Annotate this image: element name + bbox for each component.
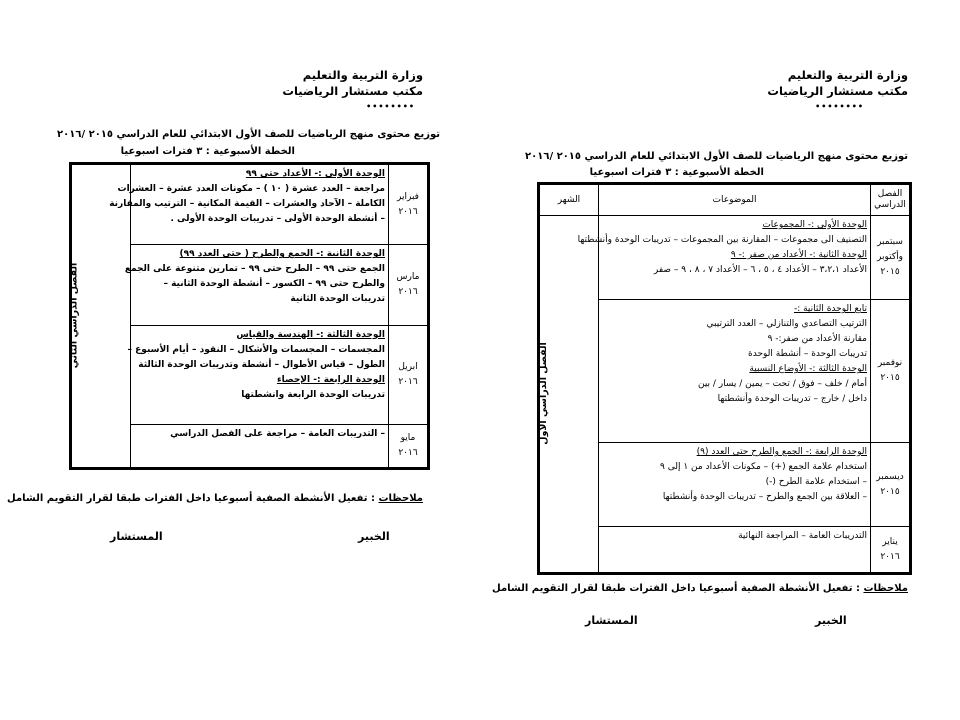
topic-line: تدريبات الوحدة – أنشطة الوحدة [748, 349, 867, 360]
topic-line: الأعداد ٣،٢،١ – الأعداد ٤ ، ٥ ، ٦ – الأعداد ٧ ، ٨ ، ٩ – صفر [653, 265, 867, 275]
unit-heading: الوحدة الأولى :- الأعداد حتى ٩٩ [245, 169, 385, 179]
month-label: ٢٠١٥ [880, 267, 900, 278]
month-label: ٢٠١٦ [880, 551, 900, 562]
month-cell [871, 216, 911, 300]
topic-line: الجمع حتى ٩٩ – الطرح حتى ٩٩ – تمارين متنوعة على الجمع [124, 264, 385, 275]
unit-heading: الوحدة الثالثة :- الهندسة والقياس [236, 329, 385, 340]
right-plan-table [537, 182, 912, 575]
topic-line: التصنيف الى مجموعات – المقارنة بين المجموعات – تدريبات الوحدة وأنشطتها [577, 235, 867, 245]
topic-line: أمام / خلف – فوق / تحت – يمين / يسار / بين [697, 379, 867, 390]
left-office: مكتب مستشار الرياضيات [282, 84, 423, 98]
month-cell [871, 527, 911, 574]
left-notes-label: ملاحظات [378, 493, 423, 504]
topic-line: مراجعة – العدد عشرة ( ١٠ ) – مكونات العدد عشرة – العشرات [117, 184, 385, 194]
unit-heading: تابع الوحدة الثانية :- [793, 304, 867, 315]
unit-heading: الوحدة الثانية :- الأعداد من صفر :- ٩ [730, 250, 867, 260]
month-label: ٢٠١٦ [398, 376, 418, 387]
right-advisor: المستشار [585, 614, 638, 627]
term-label: الفصل الدراسي الأول [538, 342, 550, 445]
unit-heading: الوحدة الأولى :- المجموعات [762, 220, 867, 230]
month-label: ديسمبر [876, 471, 904, 482]
right-title: توزيع محتوى منهج الرياضيات للصف الأول الابتدائي للعام الدراسي ٢٠١٥ /٢٠١٦ [525, 151, 908, 162]
right-notes-label: ملاحظات [863, 583, 908, 594]
topic-line: – التدريبات العامة – مراجعة على الفصل الدراسي [170, 428, 385, 439]
topic-line: – استخدام علامة الطرح (-) [765, 476, 867, 487]
topic-line: – العلاقة بين الجمع والطرح – تدريبات الوحدة وأنشطتها [662, 491, 867, 502]
month-cell [871, 300, 911, 443]
month-label: ٢٠١٥ [880, 486, 900, 497]
unit-heading: الوحدة الثالثة :- الأوضاع النسبية [749, 364, 867, 375]
topics-cell [599, 442, 871, 526]
month-label: نوفمبر [877, 358, 903, 369]
topic-line: المجسمات – المجسمات والأشكال – النقود – أيام الأسبوع – [127, 344, 385, 355]
month-cell [389, 164, 429, 245]
header-topics: الموضوعات [599, 184, 871, 216]
topic-line: تدريبات الوحدة الرابعة وانشطتها [241, 389, 385, 400]
month-label: فبراير [397, 191, 419, 202]
topics-cell [577, 216, 871, 300]
topic-line: الكاملة – الآحاد والعشرات – القيمة المكانية – الترتيب والمقارنة [109, 199, 385, 209]
unit-heading: الوحدة الرابعة :- الجمع والطرح حتى العدد (٩) [696, 446, 867, 457]
table-row [71, 164, 429, 245]
topic-line: استخدام علامة الجمع (+) – مكونات الأعداد من ١ إلى ٩ [660, 461, 867, 472]
term-label: الفصل الدراسي الثاني [68, 262, 80, 369]
term-cell [68, 164, 131, 469]
topic-line: والطرح حتى ٩٩ – الكسور – أنشطة الوحدة الثانية – [163, 279, 385, 290]
left-plan: الخطة الأسبوعية : ٣ فترات اسبوعيا [120, 146, 295, 157]
left-advisor: المستشار [110, 530, 163, 543]
topic-line: – أنشطة الوحدة الأولى – تدريبات الوحدة الأولى . [170, 214, 385, 224]
unit-heading: الوحدة الثانية :- الجمع والطرح ( حتى العدد ٩٩) [179, 249, 385, 260]
month-label: ابريل [398, 361, 418, 372]
right-notes [492, 583, 908, 594]
topics-cell [109, 164, 389, 245]
topic-line: داخل / خارج – تدريبات الوحدة وأنشطتها [717, 394, 867, 405]
topics-cell [599, 300, 871, 443]
month-label: مايو [400, 432, 416, 443]
left-ministry: وزارة التربية والتعليم [302, 68, 423, 82]
month-cell [389, 245, 429, 325]
left-expert: الخبير [358, 530, 390, 543]
header-term: الفصل الدراسي [871, 184, 911, 216]
month-cell [389, 325, 429, 424]
left-stars: •••••••• [366, 102, 415, 111]
term-cell [539, 216, 599, 574]
left-notes-text: : تفعيل الأنشطة الصفية أسبوعيا داخل الفترات طبقا لقرار التقويم الشامل [7, 493, 379, 504]
right-plan: الخطة الأسبوعية : ٣ فترات اسبوعيا [589, 167, 764, 178]
month-label: ٢٠١٦ [398, 206, 418, 217]
month-label: ٢٠١٦ [398, 447, 418, 458]
month-label: يناير [882, 536, 898, 547]
table-row [539, 216, 911, 300]
left-notes [7, 493, 423, 504]
right-office: مكتب مستشار الرياضيات [767, 84, 908, 98]
month-label: سبتمبر [877, 237, 903, 248]
month-label: وأكتوبر [877, 252, 903, 263]
right-ministry: وزارة التربية والتعليم [787, 68, 908, 82]
topics-cell [127, 325, 389, 424]
topics-cell [124, 245, 389, 325]
topic-line: مقارنة الأعداد من صفر:- ٩ [767, 334, 867, 345]
left-plan-table [69, 162, 430, 470]
month-label: ٢٠١٥ [880, 373, 900, 384]
topic-line: تدريبات الوحدة الثانية [290, 294, 385, 305]
month-cell [389, 424, 429, 468]
topic-line: الترتيب التصاعدي والتنازلي – العدد الترتيبي [706, 319, 867, 330]
month-label: ٢٠١٦ [398, 287, 418, 298]
month-label: مارس [396, 272, 420, 283]
topic-line: الطول – قياس الأطوال – أنشطة وتدريبات الوحدة الثالثة [138, 359, 385, 370]
unit-heading: الوحدة الرابعة :- الإحصاء [276, 374, 385, 385]
topics-cell [131, 424, 389, 468]
left-title: توزيع محتوى منهج الرياضيات للصف الأول الابتدائي للعام الدراسي ٢٠١٥ /٢٠١٦ [57, 129, 440, 140]
header-month: الشهر [539, 184, 599, 216]
right-expert: الخبير [815, 614, 847, 627]
right-notes-text: : تفعيل الأنشطة الصفية أسبوعيا داخل الفترات طبقا لقرار التقويم الشامل [492, 583, 864, 594]
topic-line: التدريبات العامة – المراجعة النهائية [738, 531, 867, 542]
right-stars: •••••••• [815, 102, 864, 111]
month-cell [871, 442, 911, 526]
topics-cell [599, 527, 871, 574]
